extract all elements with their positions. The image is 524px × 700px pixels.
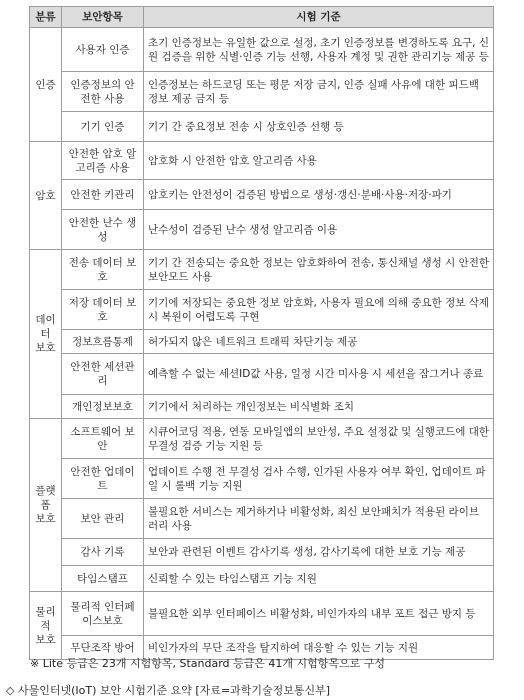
security-item-cell: 인증정보의 안전한 사용 [62, 72, 144, 112]
security-item-cell: 타임스탬프 [62, 566, 144, 592]
criteria-cell: 비인가자의 무단 조작을 탐지하여 대응할 수 있는 기능 지원 [144, 636, 494, 660]
criteria-cell: 신뢰할 수 있는 타임스탬프 기능 지원 [144, 566, 494, 592]
criteria-cell: 암호화 시 안전한 암호 알고리즘 사용 [144, 142, 494, 180]
header-security-item: 보안항목 [62, 7, 144, 28]
security-item-cell: 저장 데이터 보호 [62, 290, 144, 330]
security-criteria-table [29, 6, 494, 660]
table-row [30, 499, 494, 539]
table-row [30, 459, 494, 499]
criteria-cell: 인증정보는 하드코딩 또는 평문 저장 금지, 인증 실패 사유에 대한 피드백 정보 제공 금지 등 [144, 72, 494, 112]
security-item-cell: 무단조작 방어 [62, 636, 144, 660]
category-cell: 데이터 보호 [30, 250, 62, 419]
criteria-cell: 업데이트 수행 전 무결성 검사 수행, 인가된 사용자 여부 확인, 업데이트 파일 시 롤백 기능 지원 [144, 459, 494, 499]
criteria-cell: 기기 간 전송되는 중요한 정보는 암호화하여 전송, 통신채널 생성 시 안전한 보안모드 사용 [144, 250, 494, 290]
security-item-cell: 기기 인증 [62, 112, 144, 142]
table-row [30, 354, 494, 395]
criteria-cell: 허가되지 않은 네트워크 트래픽 차단기능 제공 [144, 330, 494, 354]
criteria-cell: 암호키는 안전성이 검증된 방법으로 생성·갱신·분배·사용·저장·파기 [144, 180, 494, 210]
table-row [30, 28, 494, 72]
table-row [30, 112, 494, 142]
figure-caption: ◇ 사물인터넷(IoT) 보안 시험기준 요약 [자료=과학기술정보통신부] [6, 684, 331, 697]
category-cell: 물리적 보호 [30, 592, 62, 660]
criteria-cell: 보안과 관련된 이벤트 감사기록 생성, 감사기록에 대한 보호 기능 제공 [144, 539, 494, 566]
criteria-cell: 불필요한 외부 인터페이스 비활성화, 비인가자의 내부 포트 접근 방지 등 [144, 592, 494, 636]
table-row [30, 290, 494, 330]
criteria-cell: 난수성이 검증된 난수 생성 알고리즘 이용 [144, 210, 494, 250]
table-row [30, 72, 494, 112]
criteria-cell: 불필요한 서비스는 제거하거나 비활성화, 최신 보안패치가 적용된 라이브러리 사용 [144, 499, 494, 539]
criteria-cell: 기기에 저장되는 중요한 정보 암호화, 사용자 필요에 의해 중요한 정보 삭제 시 복원이 어렵도록 구현 [144, 290, 494, 330]
table-row [30, 395, 494, 419]
header-test-criteria: 시험 기준 [144, 7, 494, 28]
table-row [30, 330, 494, 354]
category-cell: 인증 [30, 28, 62, 142]
table-row [30, 566, 494, 592]
security-item-cell: 안전한 난수 생성 [62, 210, 144, 250]
criteria-cell: 시큐어코딩 적용, 연동 모바일앱의 보안성, 주요 설정값 및 실행코드에 대한 무결성 검증 기능 지원 등 [144, 419, 494, 459]
criteria-cell: 기기 간 중요정보 전송 시 상호인증 선행 등 [144, 112, 494, 142]
security-item-cell: 정보흐름통제 [62, 330, 144, 354]
table-row [30, 180, 494, 210]
security-item-cell: 물리적 인터페이스보호 [62, 592, 144, 636]
security-item-cell: 안전한 암호 알고리즘 사용 [62, 142, 144, 180]
table-row [30, 210, 494, 250]
table-row [30, 142, 494, 180]
table-row [30, 539, 494, 566]
grade-note: ※ Lite 등급은 23개 시험항목, Standard 등급은 41개 시험항목으로 구성 [30, 657, 386, 670]
header-category: 분류 [30, 7, 62, 28]
security-item-cell: 감사 기록 [62, 539, 144, 566]
security-item-cell: 안전한 업데이트 [62, 459, 144, 499]
table-row [30, 250, 494, 290]
security-item-cell: 안전한 세션관리 [62, 354, 144, 395]
table-header-row [30, 7, 494, 28]
security-item-cell: 전송 데이터 보호 [62, 250, 144, 290]
security-item-cell: 소프트웨어 보안 [62, 419, 144, 459]
criteria-cell: 초기 인증정보는 유일한 값으로 설정, 초기 인증정보를 변경하도록 요구, 신원 검증을 위한 식별·인증 기능 선행, 사용자 계정 및 권한 관리기능 제공 등 [144, 28, 494, 72]
security-item-cell: 보안 관리 [62, 499, 144, 539]
table-row [30, 592, 494, 636]
category-cell: 암호 [30, 142, 62, 250]
table-row [30, 419, 494, 459]
criteria-cell: 기기에서 처리하는 개인정보는 비식별화 조치 [144, 395, 494, 419]
category-cell: 플랫폼 보호 [30, 419, 62, 592]
security-item-cell: 사용자 인증 [62, 28, 144, 72]
security-item-cell: 개인정보보호 [62, 395, 144, 419]
criteria-cell: 예측할 수 없는 세션ID값 사용, 일정 시간 미사용 시 세션을 잠그거나 종료 [144, 354, 494, 395]
security-item-cell: 안전한 키관리 [62, 180, 144, 210]
